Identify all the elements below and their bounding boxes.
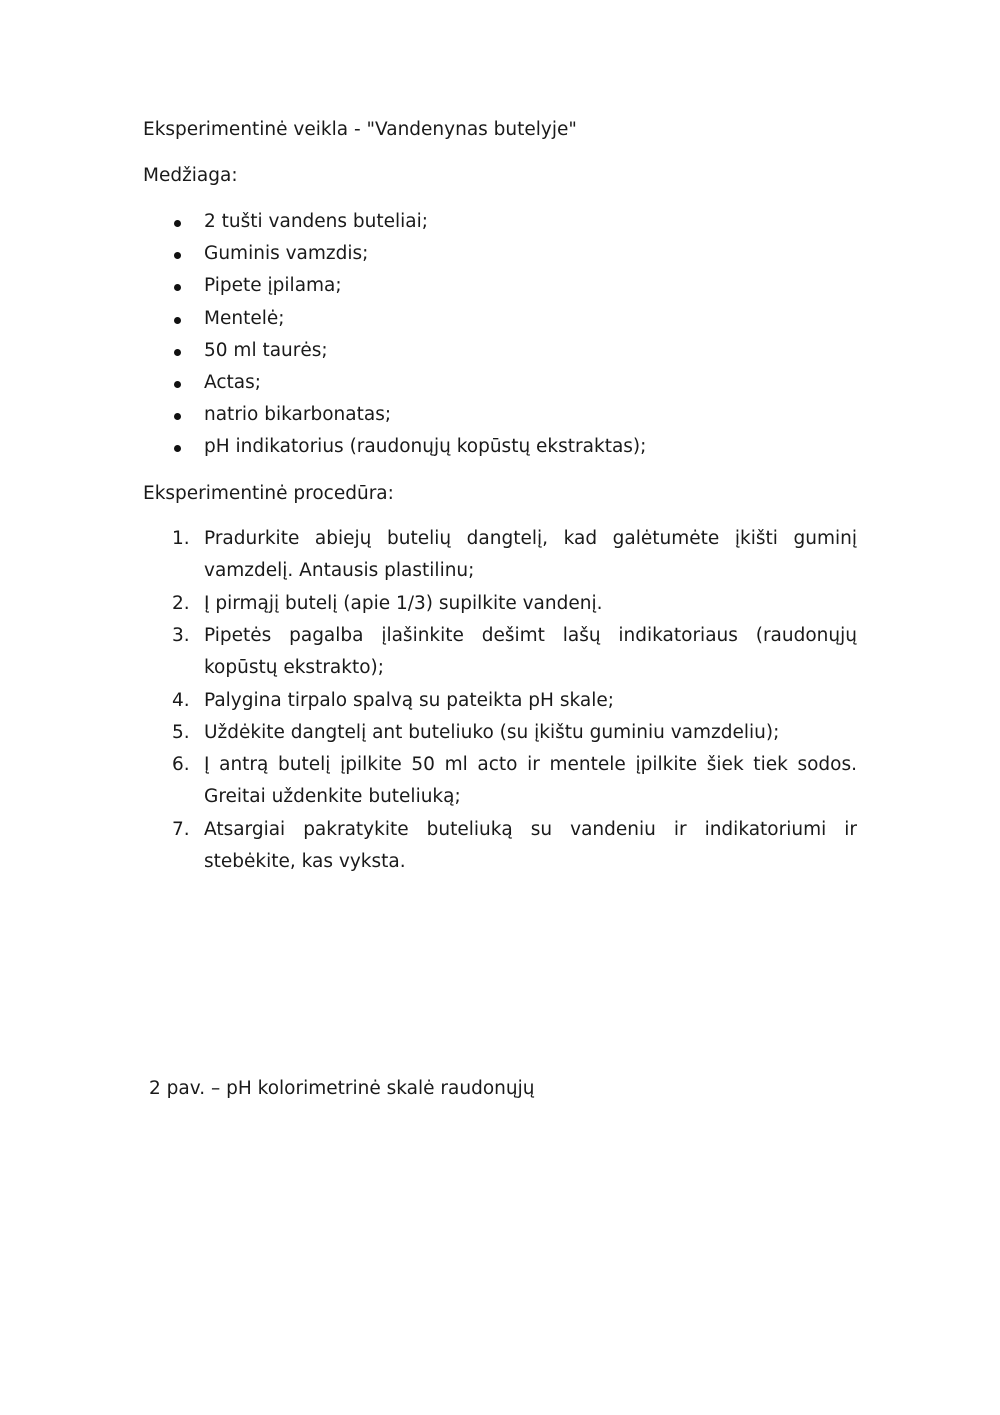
list-item [172,814,857,879]
document-title: Eksperimentinė veikla - "Vandenynas butelyje" [143,119,577,140]
step-text: Atsargiai pakratykite buteliuką su vandeniu ir indikatoriumi ir stebėkite, kas vyksta. [204,819,857,873]
bullet-icon [174,381,181,388]
step-text: Į pirmąjį butelį (apie 1/3) supilkite vandenį. [204,593,603,614]
step-text: Pradurkite abiejų butelių dangtelį, kad galėtumėte įkišti guminį vamzdelį. Antausis plastilinu; [204,528,857,582]
procedure-heading: Eksperimentinė procedūra: [143,483,394,504]
bullet-icon [174,349,181,356]
list-item [172,717,857,749]
list-item [172,685,857,717]
document-page: Eksperimentinė veikla - "Vandenynas butelyje" Medžiaga: 2 tušti vandens buteliai; Guminis vamzdis; Pipete įpilama; Mentelė; 50 ml taurės; Actas; natrio bikarbonatas; pH indikatorius (raudonųjų kopūstų ekstraktas); Eksperimentinė procedūra: 1. Pradurkite abiejų butelių dangtelį, kad galėtumėte įkišti guminį vamzdelį. Antausis plastilinu; 2. Į pirmąjį butelį (apie 1/3) supilkite vandenį. 3. Pipetės pagalba įlašinkite dešimt lašų indikatoriaus (raudonųjų kopūstų ekstrakto); 4. Palygina tirpalo spalvą su pateikta pH skale; 5. Uždėkite dangtelį ant buteliuko (su įkištu guminiu vamzdeliu); 6. Į antrą butelį įpilkite 50 ml acto ir mentele įpilkite šiek tiek sodos. Greitai uždenkite buteliuką; 7. Atsargiai pakratykite buteliuką su vandeniu ir indikatoriumi ir stebėkite, kas vyksta. 2 pav. – pH kolorimetrinė skalė raudonųjų [143,119,857,1099]
step-number: 7. [172,819,190,840]
bullet-icon [174,220,181,227]
list-item [172,620,857,685]
step-number: 6. [172,754,190,775]
step-text: Palygina tirpalo spalvą su pateikta pH skale; [204,690,614,711]
step-number: 3. [172,625,190,646]
step-text: Į antrą butelį įpilkite 50 ml acto ir mentele įpilkite šiek tiek sodos. Greitai uždenkite buteliuką; [204,754,857,808]
step-text: Pipetės pagalba įlašinkite dešimt lašų indikatoriaus (raudonųjų kopūstų ekstrakto); [204,625,857,679]
list-item [172,588,857,620]
bullet-icon [174,317,181,324]
figure-caption: 2 pav. – pH kolorimetrinė skalė raudonųjų [149,1078,535,1099]
list-item [172,523,857,588]
bullet-icon [174,252,181,259]
step-number: 4. [172,690,190,711]
bullet-icon [174,413,181,420]
step-number: 2. [172,593,190,614]
bullet-icon [174,284,181,291]
list-item [172,749,857,814]
bullet-icon [174,445,181,452]
materials-heading: Medžiaga: [143,165,238,186]
step-number: 1. [172,528,190,549]
step-text: Uždėkite dangtelį ant buteliuko (su įkištu guminiu vamzdeliu); [204,722,780,743]
step-number: 5. [172,722,190,743]
